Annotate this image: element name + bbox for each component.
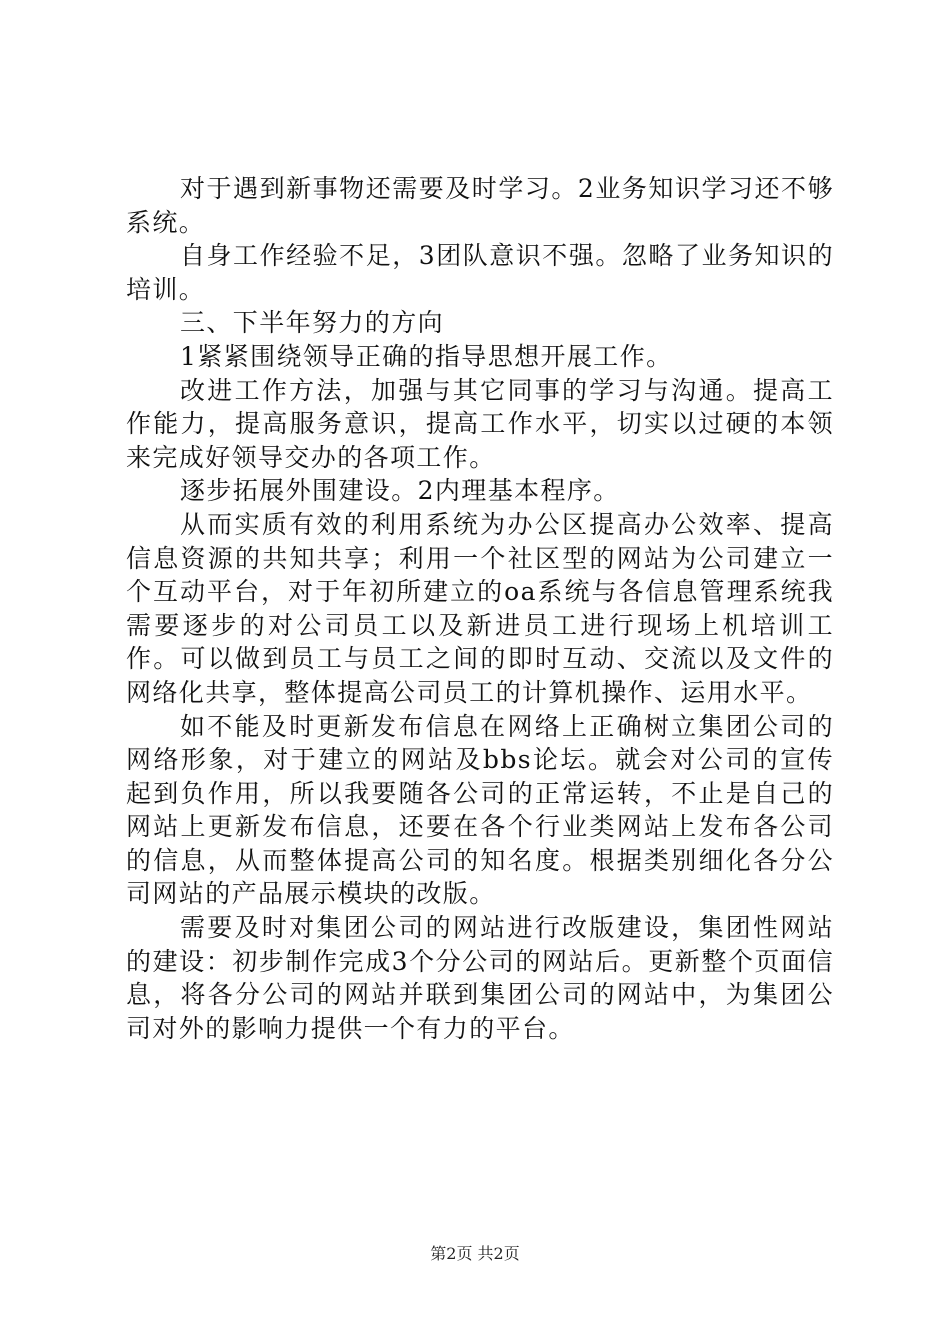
paragraph: 改进工作方法，加强与其它同事的学习与沟通。提高工作能力，提高服务意识，提高工作水平，切实以过硬的本领来完成好领导交办的各项工作。 xyxy=(126,375,834,472)
paragraph: 对于遇到新事物还需要及时学习。2业务知识学习还不够系统。 xyxy=(126,174,834,237)
section-heading: 三、下半年努力的方向 xyxy=(180,308,445,338)
paragraph: 如不能及时更新发布信息在网络上正确树立集团公司的网络形象，对于建立的网站及bbs论坛。就会对公司的宣传起到负作用，所以我要随各公司的正常运转，不止是自己的网站上更新发布信息，还要在各个行业类网站上发布各公司的信息，从而整体提高公司的知名度。根据类别细化各分公司网站的产品展示模块的改版。 xyxy=(126,711,834,909)
page-number-footer: 第2页 共2页 xyxy=(430,1244,520,1263)
paragraph: 需要及时对集团公司的网站进行改版建设，集团性网站的建设：初步制作完成3个分公司的网站后。更新整个页面信息，将各分公司的网站并联到集团公司的网站中，为集团公司对外的影响力提供一个有力的平台。 xyxy=(126,913,834,1043)
paragraph: 1紧紧围绕领导正确的指导思想开展工作。 xyxy=(180,341,673,371)
paragraph: 从而实质有效的利用系统为办公区提高办公效率、提高信息资源的共知共享；利用一个社区型的网站为公司建立一个互动平台，对于年初所建立的oa系统与各信息管理系统我需要逐步的对公司员工以及新进员工进行现场上机培训工作。可以做到员工与员工之间的即时互动、交流以及文件的网络化共享，整体提高公司员工的计算机操作、运用水平。 xyxy=(126,509,834,707)
paragraph: 自身工作经验不足，3团队意识不强。忽略了业务知识的培训。 xyxy=(126,241,834,304)
paragraph: 逐步拓展外围建设。2内理基本程序。 xyxy=(180,476,620,506)
document-body xyxy=(126,172,834,1045)
